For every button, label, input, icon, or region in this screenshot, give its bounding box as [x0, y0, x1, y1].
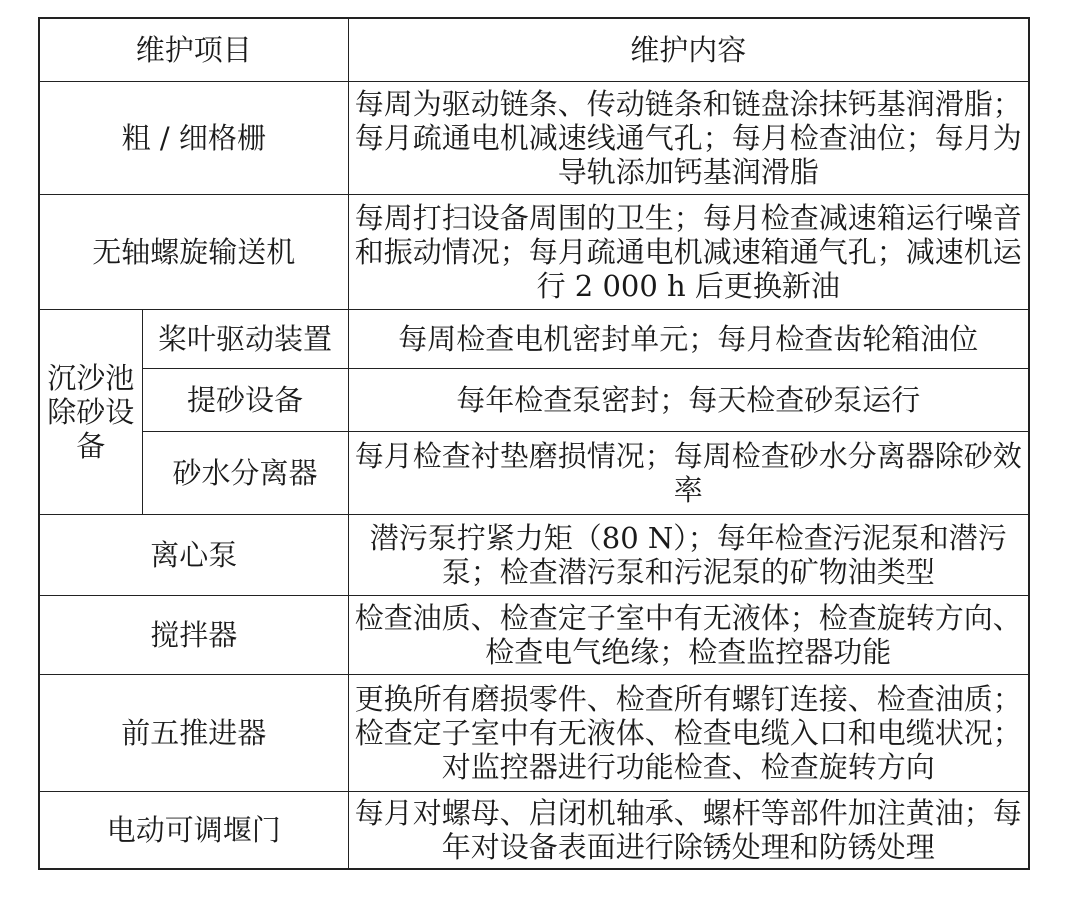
- row-item-grit-separator: 砂水分离器: [142, 432, 348, 515]
- row-item-centrifugal-pump: 离心泵: [39, 515, 348, 596]
- header-row: [39, 18, 1029, 82]
- row-content-centrifugal-pump: 潜污泵拧紧力矩（80 N）；每年检查污泥泵和潜污泵；检查潜污泵和污泥泵的矿物油类型: [348, 515, 1029, 596]
- row-item-screw-conveyor: 无轴螺旋输送机: [39, 195, 348, 310]
- table-row: [39, 515, 1029, 596]
- row-item-thruster: 前五推进器: [39, 675, 348, 792]
- table-row: [39, 792, 1029, 870]
- maintenance-table: [38, 17, 1030, 870]
- row-item-mixer: 搅拌器: [39, 596, 348, 675]
- header-content: 维护内容: [348, 18, 1029, 82]
- table-row: [39, 369, 1029, 432]
- row-item-weir-gate: 电动可调堰门: [39, 792, 348, 870]
- table-row: [39, 310, 1029, 369]
- row-content-screw-conveyor: 每周打扫设备周围的卫生；每月检查减速箱运行噪音和振动情况；每月疏通电机减速箱通气孔；减速机运行 2 000 h 后更换新油: [348, 195, 1029, 310]
- group-label-grit-chamber: 沉沙池除砂设备: [39, 310, 142, 515]
- table-row: [39, 432, 1029, 515]
- table-row: [39, 675, 1029, 792]
- row-item-grille: 粗 / 细格栅: [39, 82, 348, 195]
- row-content-paddle-drive: 每周检查电机密封单元；每月检查齿轮箱油位: [348, 310, 1029, 369]
- row-item-grit-lift: 提砂设备: [142, 369, 348, 432]
- row-content-grille: 每周为驱动链条、传动链条和链盘涂抹钙基润滑脂；每月疏通电机减速线通气孔；每月检查油位；每月为导轨添加钙基润滑脂: [348, 82, 1029, 195]
- row-content-mixer: 检查油质、检查定子室中有无液体；检查旋转方向、检查电气绝缘；检查监控器功能: [348, 596, 1029, 675]
- table-row: [39, 82, 1029, 195]
- table-row: [39, 195, 1029, 310]
- row-content-grit-separator: 每月检查衬垫磨损情况；每周检查砂水分离器除砂效率: [348, 432, 1029, 515]
- header-item: 维护项目: [39, 18, 348, 82]
- table-row: [39, 596, 1029, 675]
- row-item-paddle-drive: 桨叶驱动装置: [142, 310, 348, 369]
- row-content-weir-gate: 每月对螺母、启闭机轴承、螺杆等部件加注黄油；每年对设备表面进行除锈处理和防锈处理: [348, 792, 1029, 870]
- row-content-grit-lift: 每年检查泵密封；每天检查砂泵运行: [348, 369, 1029, 432]
- row-content-thruster: 更换所有磨损零件、检查所有螺钉连接、检查油质；检查定子室中有无液体、检查电缆入口和电缆状况；对监控器进行功能检查、检查旋转方向: [348, 675, 1029, 792]
